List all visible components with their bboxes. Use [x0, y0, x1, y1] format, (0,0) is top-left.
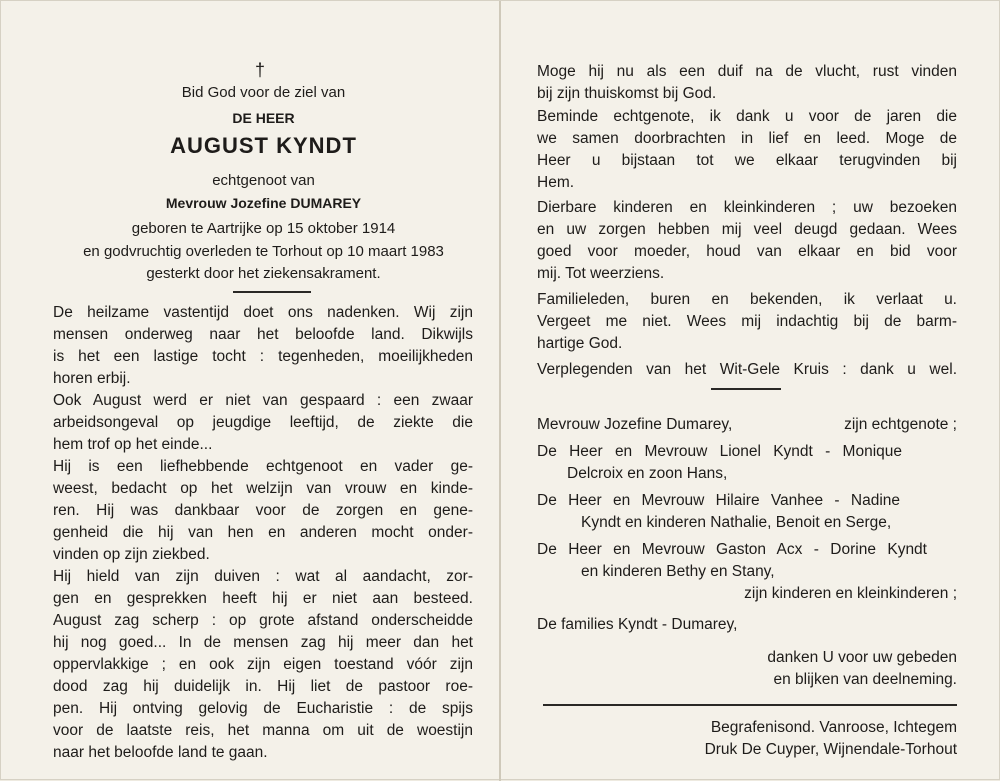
message-line: Verplegenden van het Wit-Gele Kruis : dank u wel. — [537, 361, 957, 378]
body-line: vinden op zijn ziekbed. — [53, 546, 210, 563]
body-line: gen en gesprekken heeft hij er niet aan besteed. — [53, 590, 473, 607]
message-line: hartige God. — [537, 335, 623, 352]
right-panel — [501, 1, 1000, 781]
body-line: Hij is een liefhebbende echtgenoot en vader ge- — [53, 458, 473, 475]
body-line: naar het beloofde land te gaan. — [53, 744, 268, 761]
family-line: zijn kinderen en kleinkinderen ; — [744, 585, 957, 602]
message-line: Moge hij nu als een duif na de vlucht, rust vinden — [537, 63, 957, 80]
family-line: Delcroix en zoon Hans, — [567, 465, 728, 482]
body-line: ren. Hij was dankbaar voor de zorgen en gene- — [53, 502, 473, 519]
body-line: oppervlakkige ; en ook zijn eigen toestand vóór zijn — [53, 656, 473, 673]
separator-short — [711, 388, 781, 390]
family-line: De families Kyndt - Dumarey, — [537, 616, 738, 633]
message-line: mij. Tot weerziens. — [537, 265, 665, 282]
funeral-director: Begrafenisond. Vanroose, Ichtegem — [710, 719, 957, 736]
printer-credit: Druk De Cuyper, Wijnendale-Torhout — [704, 741, 957, 758]
family-line: De Heer en Mevrouw Gaston Acx - Dorine Kyndt — [537, 541, 927, 558]
title-de-heer: DE HEER — [232, 110, 295, 126]
left-panel — [1, 1, 501, 781]
body-line: is het een lastige tocht : tegenheden, moeilijkheden — [53, 348, 473, 365]
body-line: voor de laatste reis, het manna om uit de woestijn — [53, 722, 473, 739]
message-line: Familieleden, buren en bekenden, ik verlaat u. — [537, 291, 957, 308]
cross-icon: † — [255, 60, 266, 80]
message-line: Hem. — [537, 174, 575, 191]
body-line: Hij hield van zijn duiven : wat al aandacht, zor- — [53, 568, 473, 585]
birth-line: geboren te Aartrijke op 15 oktober 1914 — [131, 220, 396, 237]
deceased-name: AUGUST KYNDT — [170, 133, 357, 158]
separator-short — [233, 291, 311, 293]
family-line: zijn echtgenote ; — [844, 416, 957, 433]
message-line: goed voor moeder, houd van elkaar en bid voor — [537, 243, 957, 260]
body-line: genheid die hij van hen en anderen mocht onder- — [53, 524, 473, 541]
message-line: Vergeet me niet. Wees mij indachtig bij de barm- — [537, 313, 957, 330]
message-line: Dierbare kinderen en kleinkinderen ; uw bezoeken — [537, 199, 957, 216]
sacrament-line: gesterkt door het ziekensakrament. — [146, 265, 381, 282]
family-line: en kinderen Bethy en Stany, — [581, 563, 775, 580]
message-line: en uw zorgen hebben mij veel deugd gedaan. Wees — [537, 221, 957, 238]
family-line: Kyndt en kinderen Nathalie, Benoit en Serge, — [581, 514, 892, 531]
body-line: mensen onderweg naar het beloofde land. Dikwijls — [53, 326, 473, 343]
thanks-line: en blijken van deelneming. — [773, 671, 957, 688]
body-line: De heilzame vastentijd doet ons nadenken. Wij zijn — [53, 304, 473, 321]
spouse-label: echtgenoot van — [212, 172, 315, 189]
separator-long — [543, 704, 957, 706]
body-line: August zag scherp : op grote afstand onderscheidde — [53, 612, 473, 629]
body-line: arbeidsongeval op jeugdige leeftijd, de ziekte die — [53, 414, 473, 431]
message-line: Beminde echtgenote, ik dank u voor de jaren die — [537, 108, 957, 125]
prayer-intro: Bid God voor de ziel van — [181, 84, 346, 101]
body-line: horen erbij. — [53, 370, 131, 387]
family-line: De Heer en Mevrouw Lionel Kyndt - Monique — [537, 443, 902, 460]
body-line: Ook August werd er niet van gespaard : een zwaar — [53, 392, 473, 409]
body-line: hij nog goed... In de mensen zag hij meer dan het — [53, 634, 473, 651]
message-line: Heer u bijstaan tot we elkaar terugvinden bij — [537, 152, 957, 169]
family-line: Mevrouw Jozefine Dumarey, — [537, 416, 733, 433]
message-line: we samen doorbrachten in lief en leed. Moge de — [537, 130, 957, 147]
body-line: pen. Hij ontving gelovig de Eucharistie : de spijs — [53, 700, 473, 717]
thanks-line: danken U voor uw gebeden — [767, 649, 957, 666]
body-line: hem trof op het einde... — [53, 436, 213, 453]
body-line: dood zag hij duidelijk in. Hij liet de pastoor roe- — [53, 678, 473, 695]
family-line: De Heer en Mevrouw Hilaire Vanhee - Nadine — [537, 492, 900, 509]
death-line: en godvruchtig overleden te Torhout op 10 maart 1983 — [83, 243, 444, 260]
body-line: weest, bedacht op het welzijn van vrouw en kinde- — [53, 480, 473, 497]
spouse-name: Mevrouw Jozefine DUMAREY — [165, 195, 362, 211]
message-line: bij zijn thuiskomst bij God. — [537, 85, 717, 102]
